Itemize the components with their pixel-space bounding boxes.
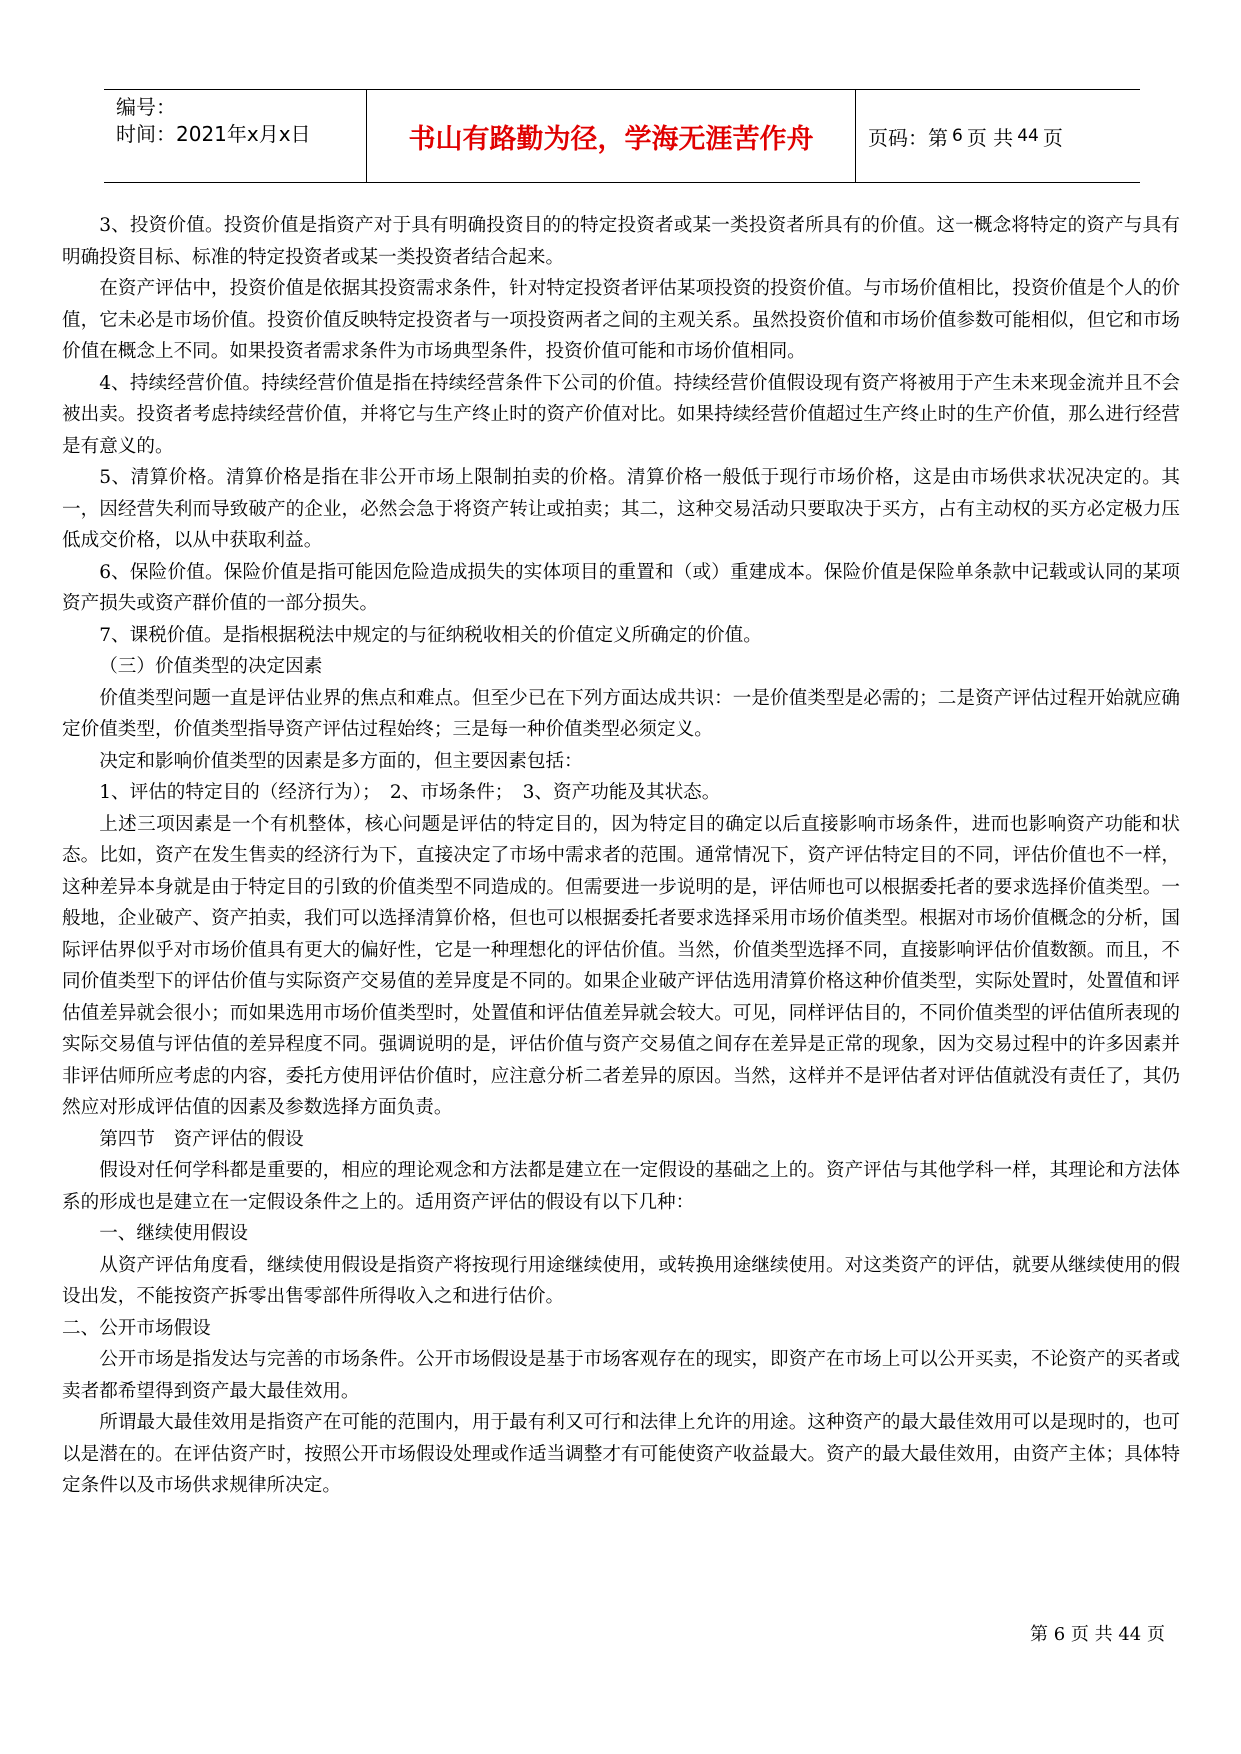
page-suffix: 页 xyxy=(1042,125,1063,150)
paragraph: 5、清算价格。清算价格是指在非公开市场上限制拍卖的价格。清算价格一般低于现行市场价格，这是由市场供求状况决定的。其一，因经营失利而导致破产的企业，必然会急于将资产转让或拍卖；其二，这种交易活动只要取决于买方，占有主动权的买方必定极力压低成交价格，以从中获取利益。 xyxy=(62,467,1180,551)
paragraph: 1、评估的特定目的（经济行为）； 2、市场条件； 3、资产功能及其状态。 xyxy=(99,782,721,803)
page-total: 44 xyxy=(1017,126,1039,146)
paragraph: 在资产评估中，投资价值是依据其投资需求条件，针对特定投资者评估某项投资的投资价值。与市场价值相比，投资价值是个人的价值，它未必是市场价值。投资价值反映特定投资者与一项投资两者之间的主观关系。虽然投资价值和市场价值参数可能相似，但它和市场价值在概念上不同。如果投资者需求条件为市场典型条件，投资价值可能和市场价值相同。 xyxy=(62,278,1180,362)
paragraph: 7、课税价值。是指根据税法中规定的与征纳税收相关的价值定义所确定的价值。 xyxy=(99,624,762,646)
section-heading: 二、公开市场假设 xyxy=(62,1317,211,1339)
paragraph: 6、保险价值。保险价值是指可能因危险造成损失的实体项目的重置和（或）重建成本。保险价值是保险单条款中记载或认同的某项资产损失或资产群价值的一部分损失。 xyxy=(62,561,1180,614)
section-heading: 第四节 资产评估的假设 xyxy=(99,1128,304,1150)
page-mid: 页 共 xyxy=(966,125,1014,150)
header-info xyxy=(104,90,367,182)
document-body xyxy=(62,210,1180,1502)
motto-text: 书山有路勤为径，学海无涯苦作舟 xyxy=(408,123,814,155)
page-number: 6 xyxy=(952,126,963,146)
page-header xyxy=(104,89,1140,183)
paragraph: 所谓最大最佳效用是指资产在可能的范围内，用于最有利又可行和法律上允许的用途。这种资产的最大最佳效用可以是现时的，也可以是潜在的。在评估资产时，按照公开市场假设处理或作适当调整才有可能使资产收益最大。资产的最大最佳效用，由资产主体；具体特定条件以及市场供求规律所决定。 xyxy=(62,1412,1180,1496)
paragraph: 3、投资价值。投资价值是指资产对于具有明确投资目的的特定投资者或某一类投资者所具有的价值。这一概念将特定的资产与具有明确投资目标、标准的特定投资者或某一类投资者结合起来。 xyxy=(62,215,1180,268)
paragraph: 假设对任何学科都是重要的，相应的理论观念和方法都是建立在一定假设的基础之上的。资产评估与其他学科一样，其理论和方法体系的形成也是建立在一定假设条件之上的。适用资产评估的假设有以下几种： xyxy=(62,1160,1180,1213)
paragraph: 公开市场是指发达与完善的市场条件。公开市场假设是基于市场客观存在的现实，即资产在市场上可以公开买卖，不论资产的买者或卖者都希望得到资产最大最佳效用。 xyxy=(62,1349,1180,1402)
page-prefix: 页码：第 xyxy=(868,125,948,150)
header-motto xyxy=(367,90,856,182)
paragraph: 价值类型问题一直是评估业界的焦点和难点。但至少已在下列方面达成共识：一是价值类型是必需的；二是资产评估过程开始就应确定价值类型，价值类型指导资产评估过程始终；三是每一种价值类型必须定义。 xyxy=(62,687,1180,740)
paragraph: 上述三项因素是一个有机整体，核心问题是评估的特定目的，因为特定目的确定以后直接影响市场条件，进而也影响资产功能和状态。比如，资产在发生售卖的经济行为下，直接决定了市场中需求者的范围。通常情况下，资产评估特定目的不同，评估价值也不一样，这种差异本身就是由于特定目的引致的价值类型不同造成的。但需要进一步说明的是，评估师也可以根据委托者的要求选择价值类型。一般地，企业破产、资产拍卖，我们可以选择清算价格，但也可以根据委托者要求选择采用市场价值类型。根据对市场价值概念的分析，国际评估界似乎对市场价值具有更大的偏好性，它是一种理想化的评估价值。当然，价值类型选择不同，直接影响评估价值数额。而且，不同价值类型下的评估价值与实际资产交易值的差异度是不同的。如果企业破产评估选用清算价格这种价值类型，实际处置时，处置值和评估值差异就会很小；而如果选用市场价值类型时，处置值和评估值差异就会较大。可见，同样评估目的，不同价值类型的评估值所表现的实际交易值与评估值的差异程度不同。强调说明的是，评估价值与资产交易值之间存在差异是正常的现象，因为交易过程中的许多因素并非评估师所应考虑的内容，委托方使用评估价值时，应注意分析二者差异的原因。当然，这样并不是评估者对评估值就没有责任了，其仍然应对形成评估值的因素及参数选择方面负责。 xyxy=(62,813,1180,1118)
time-label: 时间：2021年x月x日 xyxy=(116,122,311,146)
paragraph: 决定和影响价值类型的因素是多方面的，但主要因素包括： xyxy=(99,750,583,772)
number-label: 编号： xyxy=(116,95,176,119)
section-heading: （三）价值类型的决定因素 xyxy=(99,656,323,677)
header-page-info xyxy=(856,90,1140,182)
paragraph: 4、持续经营价值。持续经营价值是指在持续经营条件下公司的价值。持续经营价值假设现有资产将被用于产生未来现金流并且不会被出卖。投资者考虑持续经营价值，并将它与生产终止时的资产价值对比。如果持续经营价值超过生产终止时的生产价值，那么进行经营是有意义的。 xyxy=(62,372,1180,457)
page-footer: 第 6 页 共 44 页 xyxy=(1030,1624,1165,1645)
section-heading: 一、继续使用假设 xyxy=(99,1223,248,1244)
paragraph: 从资产评估角度看，继续使用假设是指资产将按现行用途继续使用，或转换用途继续使用。对这类资产的评估，就要从继续使用的假设出发，不能按资产拆零出售零部件所得收入之和进行估价。 xyxy=(62,1254,1180,1307)
